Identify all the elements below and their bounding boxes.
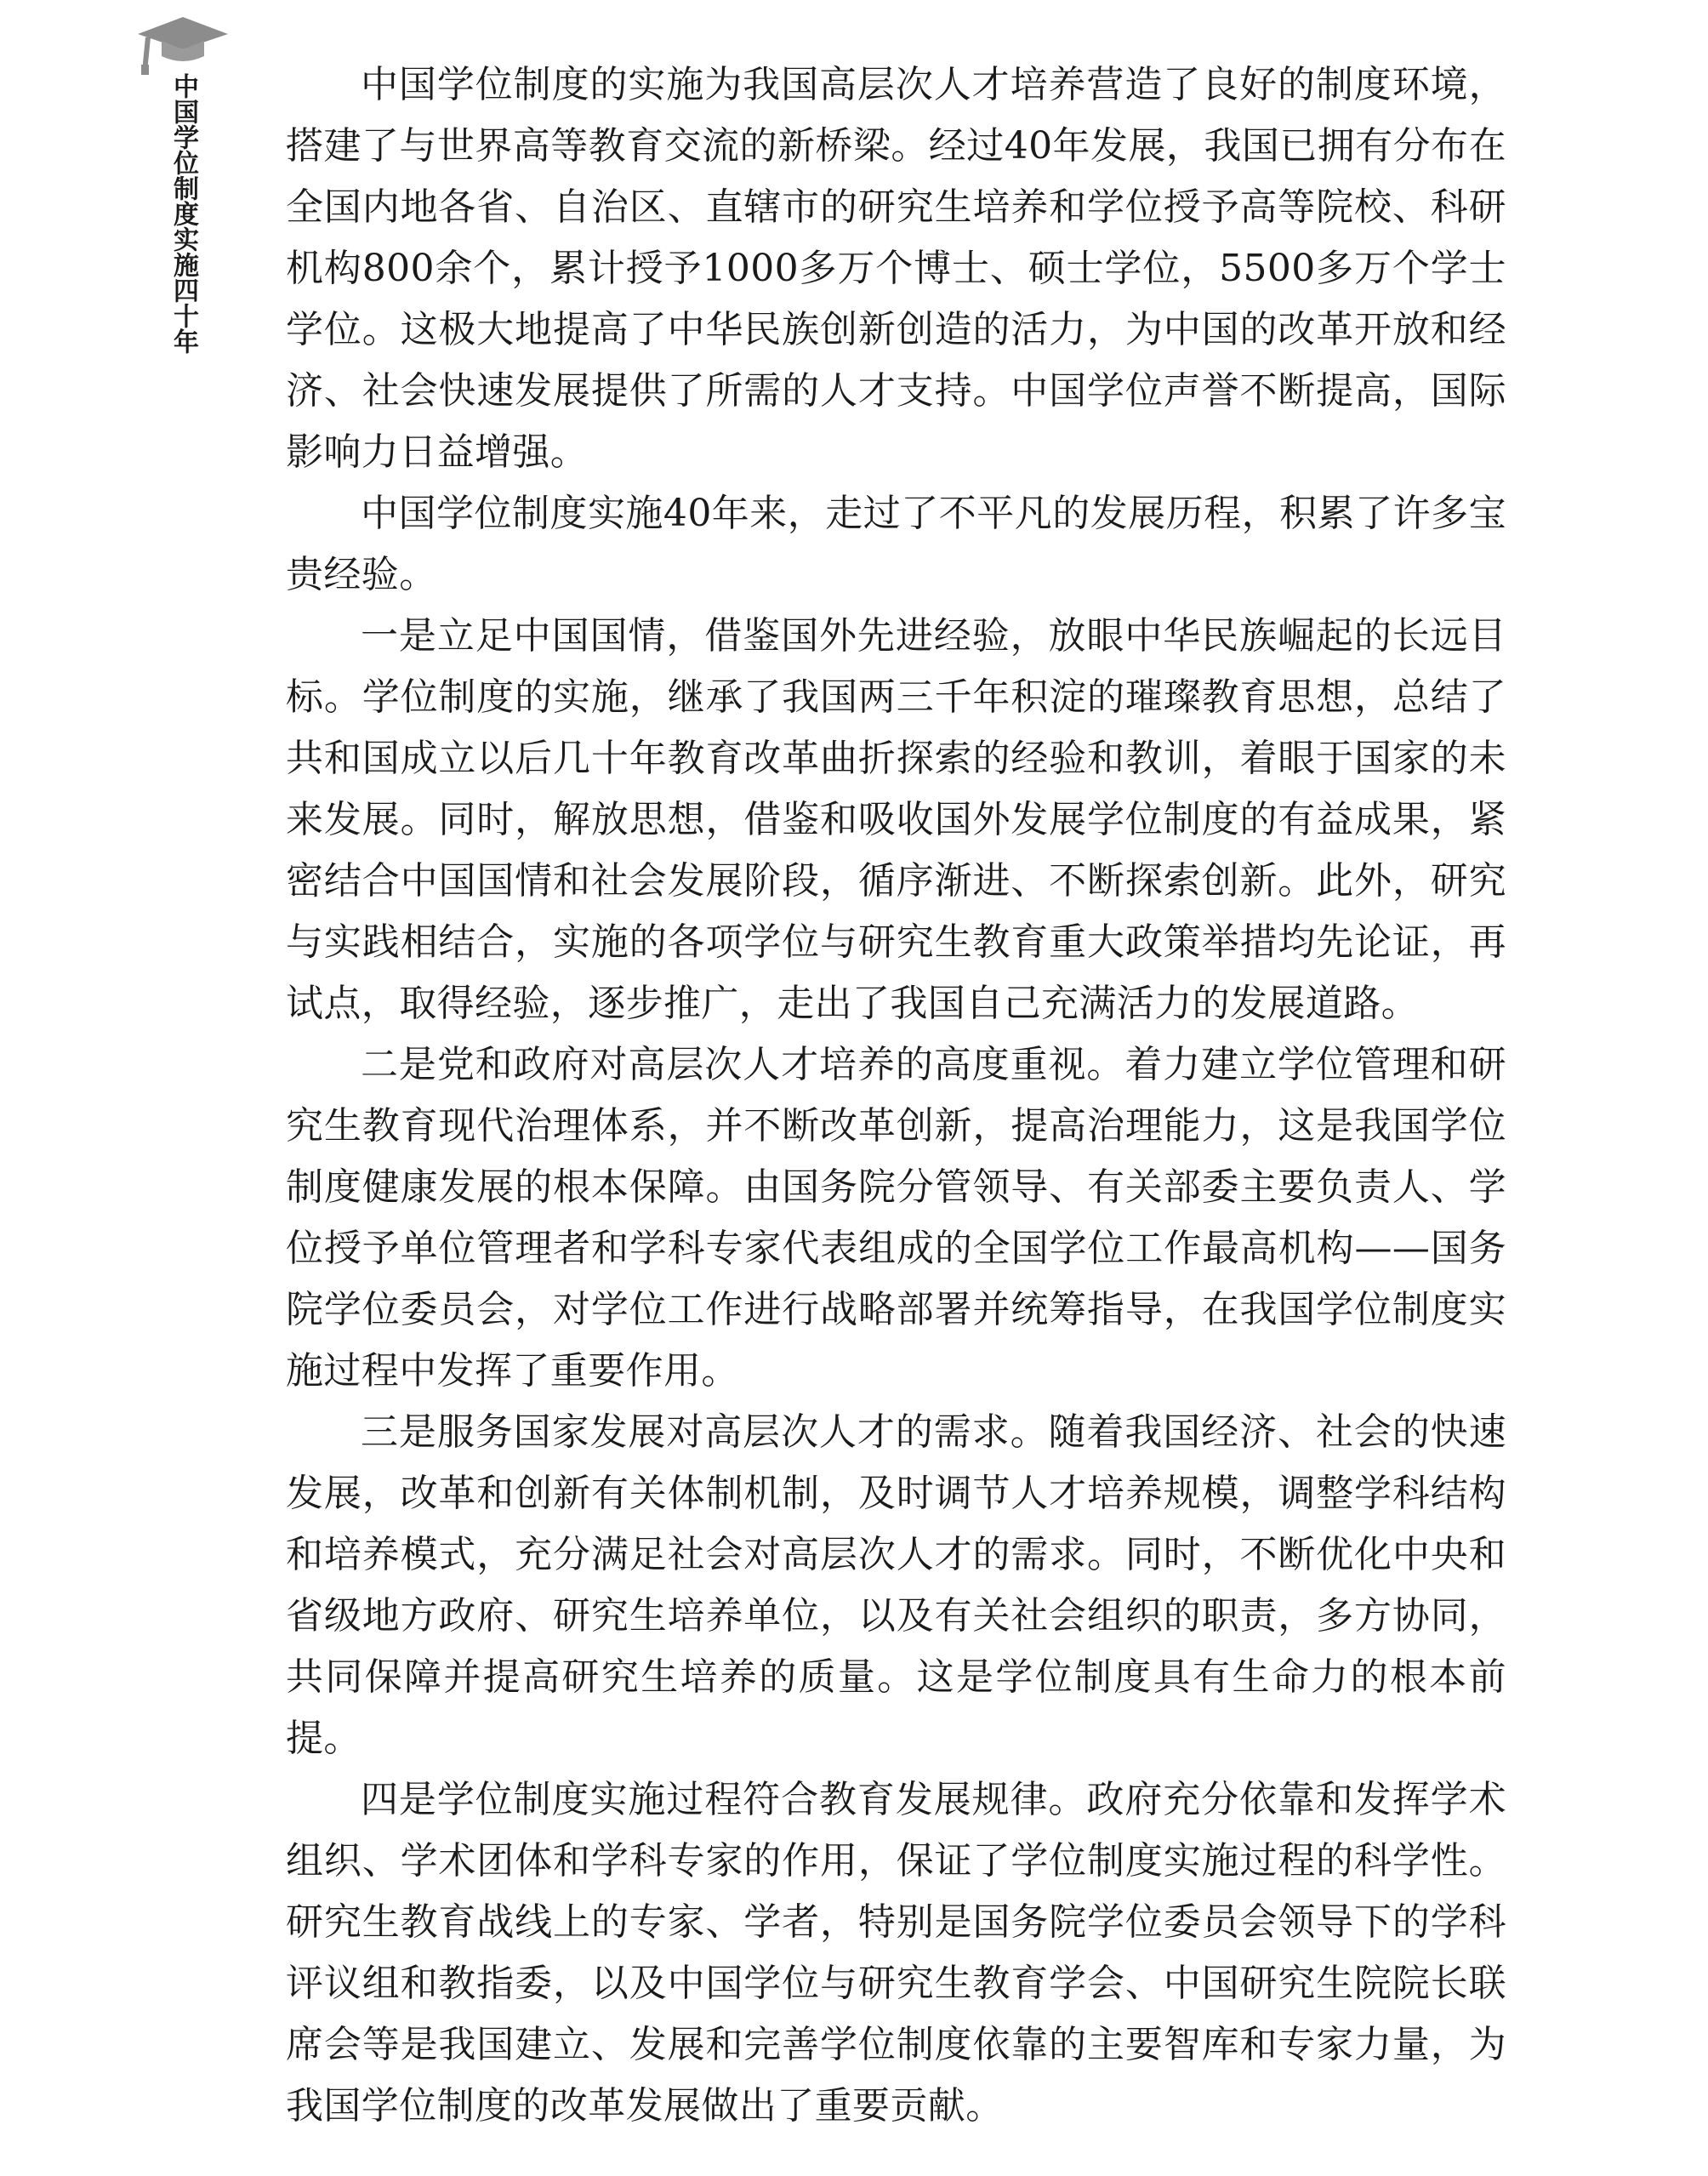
- running-header: [136, 15, 230, 415]
- paragraph: 四是学位制度实施过程符合教育发展规律。政府充分依靠和发挥学术组织、学术团体和学科专家的作用，保证了学位制度实施过程的科学性。研究生教育战线上的专家、学者，特别是国务院学位委员会领导下的学科评议组和教指委，以及中国学位与研究生教育学会、中国研究生院院长联席会等是我国建立、发展和完善学位制度依靠的主要智库和专家力量，为我国学位制度的改革发展做出了重要贡献。: [286, 1778, 1506, 2128]
- running-title: 中国学位制度实施四十年: [168, 73, 198, 354]
- paragraph: 一是立足中国国情，借鉴国外先进经验，放眼中华民族崛起的长远目标。学位制度的实施，继承了我国两三千年积淀的璀璨教育思想，总结了共和国成立以后几十年教育改革曲折探索的经验和教训，着眼于国家的未来发展。同时，解放思想，借鉴和吸收国外发展学位制度的有益成果，紧密结合中国国情和社会发展阶段，循序渐进、不断探索创新。此外，研究与实践相结合，实施的各项学位与研究生教育重大政策举措均先论证，再试点，取得经验，逐步推广，走出了我国自己充满活力的发展道路。: [286, 614, 1506, 1025]
- body-text: [286, 54, 1506, 2137]
- graduation-cap-icon: [136, 15, 230, 75]
- paragraph: 中国学位制度的实施为我国高层次人才培养营造了良好的制度环境，搭建了与世界高等教育交流的新桥梁。经过40年发展，我国已拥有分布在全国内地各省、自治区、直辖市的研究生培养和学位授予高等院校、科研机构800余个，累计授予1000多万个博士、硕士学位，5500多万个学士学位。这极大地提高了中华民族创新创造的活力，为中国的改革开放和经济、社会快速发展提供了所需的人才支持。中国学位声誉不断提高，国际影响力日益增强。: [286, 63, 1506, 474]
- paragraph: 三是服务国家发展对高层次人才的需求。随着我国经济、社会的快速发展，改革和创新有关体制机制，及时调节人才培养规模，调整学科结构和培养模式，充分满足社会对高层次人才的需求。同时，不断优化中央和省级地方政府、研究生培养单位，以及有关社会组织的职责，多方协同，共同保障并提高研究生培养的质量。这是学位制度具有生命力的根本前提。: [286, 1410, 1506, 1760]
- paragraph: 中国学位制度实施40年来，走过了不平凡的发展历程，积累了许多宝贵经验。: [286, 492, 1506, 596]
- paragraph: 二是党和政府对高层次人才培养的高度重视。着力建立学位管理和研究生教育现代治理体系，并不断改革创新，提高治理能力，这是我国学位制度健康发展的根本保障。由国务院分管领导、有关部委主要负责人、学位授予单位管理者和学科专家代表组成的全国学位工作最高机构——国务院学位委员会，对学位工作进行战略部署并统筹指导，在我国学位制度实施过程中发挥了重要作用。: [286, 1043, 1506, 1393]
